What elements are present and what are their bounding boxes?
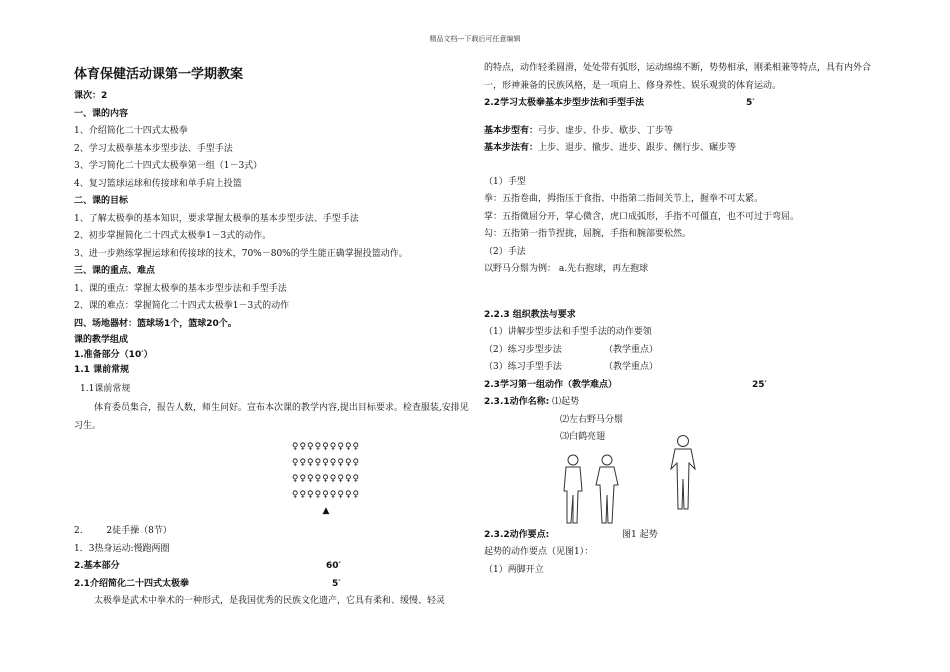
first-group-line: [484, 377, 884, 395]
formation-row: ♀♀♀♀♀♀♀♀♀: [291, 442, 361, 452]
goal-item: 1、了解太极拳的基本知识，要求掌握太极拳的基本步型步法、手型手法: [74, 213, 359, 224]
figure-illustration: [554, 447, 884, 527]
move-name: ⑶白鹤亮翅: [560, 432, 606, 442]
essentials-line: [484, 527, 884, 545]
essentials-heading: 2.3.2动作要点:: [484, 529, 550, 540]
intro-line: [74, 576, 474, 594]
basics-line: [484, 95, 884, 113]
routine-subheading: 1.1课前常规: [80, 384, 131, 394]
formation-row: ♀♀♀♀♀♀♀♀♀: [291, 474, 361, 484]
formation-row: ♀♀♀♀♀♀♀♀♀: [291, 490, 361, 500]
key-point-item: 1、课的重点：掌握太极拳的基本步型步法和手型手法: [74, 283, 287, 294]
calisthenics-text: 2徒手操（8节）: [106, 526, 172, 536]
lesson-number: 课次：2: [74, 91, 108, 101]
routine-heading: 1.1 课前常规: [74, 365, 130, 375]
organization-heading: 2.2.3 组织教法与要求: [484, 309, 576, 320]
goal-item: 3、进一步熟练掌握运球和传接球的技术，70%－80%的学生能正确掌握投篮动作。: [74, 248, 408, 259]
basics-heading: 2.2学习太极拳基本步型步法和手型手法: [484, 98, 644, 108]
person-figure-2: [592, 453, 622, 525]
section-key-points-heading: 三、课的重点、难点: [74, 266, 156, 276]
move-names-line: [484, 394, 884, 412]
move-name: ⑴起势: [552, 397, 580, 407]
teacher-position-icon: ▲: [322, 506, 330, 516]
formation-row: ♀♀♀♀♀♀♀♀♀: [291, 458, 361, 468]
intro-paragraph: 太极拳是武术中拳术的一种形式，是我国优秀的民族文化遗产，它具有柔和、缓慢、轻灵: [94, 596, 446, 606]
organization-item: [484, 359, 884, 377]
section-content-heading: 一、课的内容: [74, 108, 129, 119]
section-equipment: 四、场地器材：篮球场1个，篮球20个。: [74, 318, 237, 329]
goal-item: 2、初步掌握简化二十四式太极拳1－3式的动作。: [74, 231, 272, 241]
composition-heading: 课的教学组成: [74, 335, 129, 345]
content-item: 1、介绍简化二十四式太极拳: [74, 126, 188, 136]
step-methods-value: 上步、退步、撤步、进步、跟步、侧行步、碾步等: [538, 143, 737, 153]
organization-item-text: （2）练习步型步法: [484, 344, 562, 355]
organization-item: [484, 342, 884, 360]
left-column: [74, 62, 474, 611]
hand-shape-heading: （1）手型: [484, 176, 526, 187]
person-figure-3: [666, 433, 700, 513]
essentials-intro: 起势的动作要点（见图1）：: [484, 547, 594, 557]
routine-paragraph: 体育委员集合，报告人数，师生问好。宣布本次课的教学内容,提出目标要求。检查服装,安排见习生。: [74, 403, 469, 431]
organization-item-key: （教学重点）: [604, 362, 659, 372]
step-methods-label: 基本步法有：: [484, 143, 539, 153]
prep-part-heading: 1.准备部分（10′）: [74, 350, 153, 360]
page-title: 体育保健活动课第一学期教案: [74, 67, 244, 82]
step-methods-line: [484, 140, 884, 158]
basic-part-time: 60′: [326, 561, 341, 571]
calisthenics-number: 2.: [74, 526, 83, 536]
intro-heading: 2.1介绍简化二十四式太极拳: [74, 578, 189, 589]
first-group-time: 25′: [752, 379, 767, 390]
intro-time: 5′: [332, 578, 341, 589]
right-column: [484, 60, 884, 579]
header-note: 精品文档---下载后可任意编辑: [429, 35, 521, 43]
organization-item: （1）讲解步型步法和手型手法的动作要领: [484, 327, 652, 337]
first-group-heading: 2.3学习第一组动作（教学难点）: [484, 379, 617, 390]
basic-part-heading: 2.基本部分: [74, 561, 120, 571]
content-item: 3、学习简化二十四式太极拳第一组（1－3式）: [74, 161, 263, 171]
step-types-value: 弓步、虚步、仆步、歇步、丁步等: [538, 125, 674, 136]
basic-part-line: [74, 558, 474, 576]
key-point-item: 2、课的难点：掌握简化二十四式太极拳1－3式的动作: [74, 301, 290, 311]
hand-method-heading: （2）手法: [484, 246, 526, 257]
step-types-label: 基本步型有：: [484, 125, 539, 136]
move-name: ⑵左右野马分鬃: [560, 414, 624, 425]
person-figure-1: [558, 453, 588, 525]
fist-description: 拳：五指卷曲，拇指压于食指、中指第二指间关节上，握拳不可太紧。: [484, 194, 764, 204]
content-item: 2、学习太极拳基本步型步法、手型手法: [74, 143, 233, 154]
essentials-item: （1）两脚开立: [484, 564, 544, 575]
palm-description: 掌：五指微屈分开，掌心微含，虎口成弧形，手指不可僵直，也不可过于弯屈。: [484, 211, 800, 222]
intro-continued-paragraph: 的特点，动作轻柔圆滑，处处带有弧形，运动绵绵不断，势势相承，刚柔相兼等特点，具有内外合一，形神兼备的民族风格，是一项肩上、修身养性、娱乐观赏的体育运动。: [484, 63, 872, 91]
hand-method-example: 以野马分鬃为例： a.先右抱球，再左抱球: [484, 264, 649, 274]
organization-item-text: （3）练习手型手法: [484, 362, 562, 372]
move-names-label: 2.3.1动作名称:: [484, 397, 550, 407]
calisthenics-line: [74, 523, 474, 541]
section-goals-heading: 二、课的目标: [74, 196, 129, 206]
basics-time: 5′: [746, 98, 755, 108]
hook-description: 勾：五指第一指节捏拢，屈腕，手指和腕部要松然。: [484, 229, 692, 239]
figure-caption: 图1 起势: [622, 529, 658, 540]
step-types-line: [484, 123, 884, 141]
warmup-line: 1．3热身运动:慢跑两圈: [74, 543, 170, 554]
content-item: 4、复习篮球运球和传接球和单手肩上投篮: [74, 178, 242, 189]
organization-item-key: （教学重点）: [604, 344, 659, 355]
